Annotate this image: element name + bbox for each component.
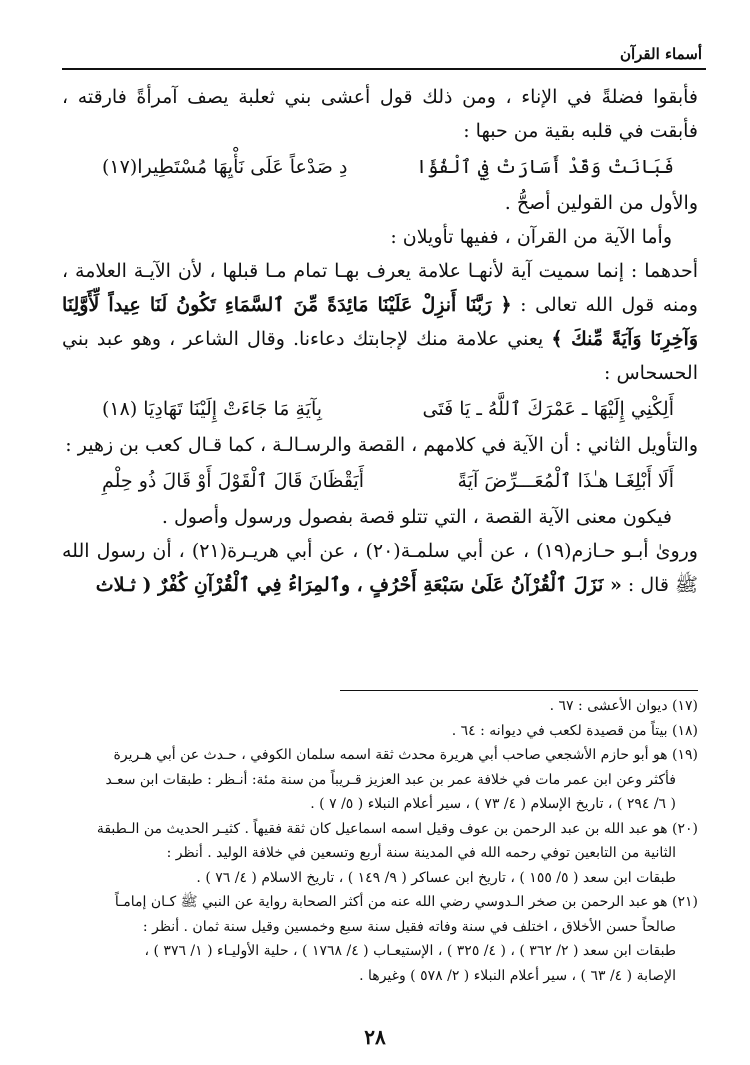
footnote-19-line-3: ( ٦/ ٢٩٤ ) ، تاريخ الإسلام ( ٤/ ٧٣ ) ، سير أعلام النبلاء ( ٥/ ٧ ) .	[310, 796, 676, 812]
verse-1-second-hemistich: دِ صَدْعاً عَلَى نَأْيِهَا مُسْتَطِيرا(١٧)	[102, 156, 348, 178]
footnote-20-line-2: الثانية من التابعين توفي رحمه الله في المدينة سنة أربع وتسعين في خلافة الوليد . أنظر :	[166, 845, 676, 861]
header-divider	[62, 68, 706, 70]
footnote-18: (١٨) بيتاً من قصيدة لكعب في ديوانه : ٦٤ .	[451, 722, 698, 739]
verse-1-first-hemistich: فَبَانَتْ وَقَدْ أَسَارَتْ فِي ٱلْفُؤَا	[416, 156, 674, 178]
footnote-17: (١٧) ديوان الأعشى : ٦٧ .	[549, 698, 698, 714]
verse-3	[62, 462, 698, 500]
quran-quote-maidah: ﴿ رَبَّنَا أَنزِلْ عَلَيْنَا مَائِدَةً مِّنَ ٱلسَّمَاءِ تَكُونُ لَنَا عِيداً لِّأَوَّلِنَا وَآخِرِنَا وَآيَةً مِّنكَ ﴾	[62, 294, 699, 350]
footnote-21-line-4: الإصابة ( ٤/ ٦٣ ) ، سير أعلام النبلاء ( ٢/ ٥٧٨ ) وغيرها .	[359, 967, 676, 984]
footnote-19: (١٩) هو أبو حازم الأشجعي صاحب أبي هريرة محدث ثقة اسمه سلمان الكوفي ، حـدث عن أبي هـريرة	[113, 747, 698, 763]
paragraph-2: والأول من القولين أصحُّ .	[504, 192, 698, 214]
footnote-21-line-2: صالحاً حسن الأخلاق ، اختلف في سنة وفاته فقيل سنة سبع وخمسين وقيل سنة ثمان . أنظر :	[142, 918, 676, 935]
paragraph-7-text-a: وروىٰ أبـو حـازم(١٩) ، عن أبي سلمـة(٢٠) ، عن أبي هريـرة(٢١) ، أن رسول الله ﷺ قال :	[62, 540, 698, 596]
main-text	[62, 80, 698, 602]
running-title: أسماء القرآن	[619, 45, 702, 63]
paragraph-6: فيكون معنى الآية القصة ، التي تتلو قصة بفصول ورسول وأصول .	[161, 506, 672, 528]
paragraph-5: والتأويل الثاني : أن الآية في كلامهم ، القصة والرسـالـة ، كما قـال كعب بن زهير :	[65, 434, 698, 456]
footnote-19-line-2: فأكثر وعن ابن عمر مات في خلافة عمر بن عبد العزيز قـريباً من سنة مئة: أنـظر : طبقات ابن سعـد	[105, 771, 676, 788]
verse-3-first-hemistich: أَلَا أَبْلِغَـا هـٰذَا ٱلْمُعَـــرِّضَ آيَةً	[457, 470, 674, 492]
footnote-divider	[340, 690, 698, 691]
footnote-20: (٢٠) هو عبد الله بن عبد الرحمن بن عوف وقيل اسمه اسماعيل كان ثقة فقيهاً . كثيـر الحديث من الـطبقة	[96, 820, 698, 837]
paragraph-7	[62, 534, 698, 602]
page-number: ٢٨	[364, 1025, 386, 1049]
verse-2	[62, 390, 698, 428]
paragraph-1: فأبقوا فضلةً في الإناء ، ومن ذلك قول أعشى بني ثعلبة يصف آمرأةً فارقته ، فأبقت في قلبه بقية من حبها :	[62, 86, 698, 142]
paragraph-4	[62, 254, 698, 390]
verse-1	[62, 148, 698, 186]
footnotes	[58, 694, 698, 988]
paragraph-3: وأما الآية من القرآن ، ففيها تأويلان :	[390, 226, 672, 248]
footnote-20-line-3: طبقات ابن سعد ( ٥/ ١٥٥ ) ، تاريخ ابن عساكر ( ٩/ ١٤٩ ) ، تاريخ الاسلام ( ٤/ ٧٦ ) .	[196, 869, 676, 886]
footnote-21-line-3: طبقات ابن سعد ( ٢/ ٣٦٢ ) ، ( ٤/ ٣٢٥ ) ، الإستيعـاب ( ٤/ ١٧٦٨ ) ، حلية الأوليـاء ( ١/ ٣٧٦ ) ،	[144, 943, 676, 959]
verse-3-second-hemistich: أَيَقْظَانَ قَالَ ٱلْقَوْلَ أَوْ قَالَ ذُو حِلْمِ	[102, 470, 365, 492]
paragraph-4-text-a: أحدهما : إنما سميت آية لأنهـا علامة يعرف بهـا تمام مـا قبلها ، لأن الآيـة العلامة ، ومنه قول الله تعالى :	[62, 260, 698, 316]
paragraph-4-text-b: يعني علامة منك لإجابتك دعاءنا. وقال الشاعر ، وهو عبد بني الحسحاس :	[62, 328, 698, 384]
verse-2-second-hemistich: بِآيَةِ مَا جَاءَتْ إِلَيْنَا تَهَادِيَا (١٨)	[102, 398, 323, 420]
verse-2-first-hemistich: أَلِكْنِي إِلَيْهَا ـ عَمْرَكَ ٱللَّهُ ـ يَا فَتَى	[422, 398, 674, 420]
footnote-21: (٢١) هو عبد الرحمن بن صخر الـدوسي رضي الله عنه من أكثر الصحابة رواية عن النبي ﷺ كـان إمامـاً	[114, 894, 698, 910]
hadith-quote: « نَزَلَ ٱلْقُرْآنُ عَلَىٰ سَبْعَةِ أَحْرُفٍ ، وٱلمِرَاءُ فِي ٱلْقُرْآنِ كُفْرٌ ( ثـلاث	[95, 574, 622, 596]
